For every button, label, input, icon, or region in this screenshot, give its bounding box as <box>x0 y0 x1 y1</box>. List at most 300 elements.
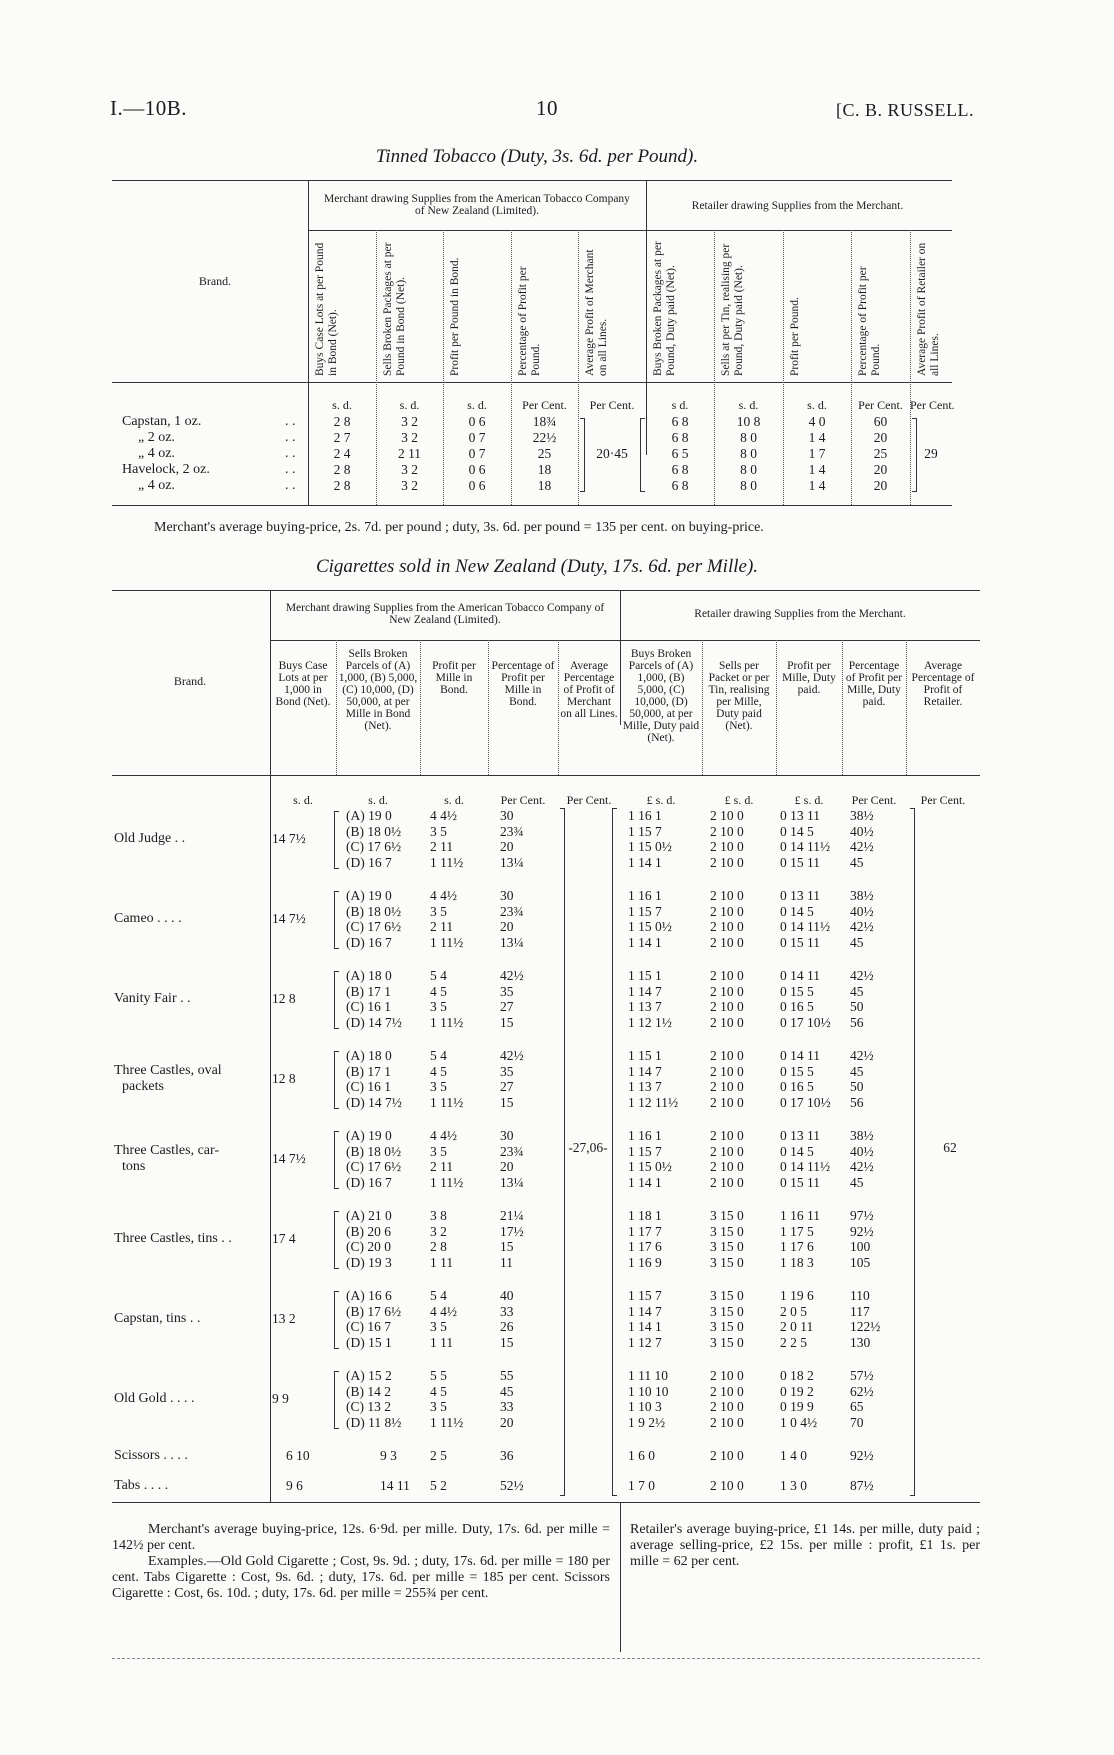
table2-retailer-profit: 0 13 11 <box>780 808 820 823</box>
table2-profit: 2 11 <box>430 839 454 854</box>
table2-profit: 1 11½ <box>430 1014 464 1030</box>
table2-col-divider <box>620 590 621 725</box>
table2-retailer-buy: 1 11 10 <box>628 1368 668 1383</box>
table2-retailer-percent: 100 <box>850 1239 871 1254</box>
table2-col-header: Sells per Packet or per Tin, realising per Mille, Duty paid (Net). <box>708 660 770 732</box>
table2-brand-header: Brand. <box>173 674 207 688</box>
table2-col-header: Sells Broken Parcels of (A) 1,000, (B) 5,000, (C) 10,000, (D) 50,000, at per Mille in Bond (Net). <box>338 648 418 732</box>
table2-retailer-percent: 42½ <box>850 839 874 854</box>
table2-retailer-profit: 0 15 5 <box>780 983 814 999</box>
table1-unit-label: s. d. <box>738 398 759 412</box>
table2-col-header: Percentage of Profit per Mille, Duty paid. <box>845 660 903 708</box>
table1-unit-label: Per Cent. <box>858 398 903 412</box>
table2-unit-label: Per Cent. <box>920 793 966 807</box>
table2-retailer-buy: 1 12 7 <box>628 1334 662 1350</box>
table1-unit-label: Per Cent. <box>522 398 567 412</box>
table2-group-brace <box>334 1131 339 1189</box>
table2-sell-broken: (A) 19 0 <box>346 1128 392 1143</box>
table2-profit: 1 11½ <box>430 934 464 950</box>
table1-cell: 2 8 <box>333 478 351 493</box>
table2-retailer-buy: 1 9 2½ <box>628 1414 666 1430</box>
table1-cell: 8 0 <box>740 478 757 493</box>
table2-sell-broken: (B) 18 0½ <box>346 1143 402 1159</box>
table2-percent: 45 <box>500 1383 514 1399</box>
table2-col-divider <box>488 640 489 775</box>
table2-retailer-sell: 2 10 0 <box>710 888 744 903</box>
table2-retailer-percent: 42½ <box>850 919 874 934</box>
table1-unit-label: s. d. <box>467 398 487 412</box>
table2-percent: 40 <box>500 1288 514 1303</box>
table2-col-divider <box>702 640 703 775</box>
table1-cell: 1 7 <box>808 446 826 461</box>
table2-retailer-sell: 2 10 0 <box>710 1014 744 1030</box>
table2-sell-broken: (B) 14 2 <box>346 1383 391 1399</box>
table2-col-header: Profit per Mille in Bond. <box>432 660 476 696</box>
table1-brand-header: Brand. <box>198 274 232 288</box>
table1-cell: 2 8 <box>333 414 351 429</box>
table2-retailer-profit: 2 2 5 <box>780 1334 807 1350</box>
table1-unit-label: Per Cent. <box>910 398 955 412</box>
table2-retailer-profit: 0 19 2 <box>780 1383 814 1399</box>
table2-col-header: Profit per Mille, Duty paid. <box>782 660 836 696</box>
table1-cell: 2 8 <box>333 462 351 477</box>
table2-col-header: Percentage of Profit per Mille in Bond. <box>491 660 555 708</box>
table2-sell-broken: (C) 16 7 <box>346 1319 391 1334</box>
table1-cell: 0 6 <box>468 414 486 429</box>
table2-retailer-buy: 1 15 1 <box>628 1048 662 1063</box>
table2-brand: Scissors . . . . <box>114 1448 188 1463</box>
table2-col-header: Buys Case Lots at per 1,000 in Bond (Net). <box>275 660 331 708</box>
table2-sell-broken: (C) 16 1 <box>346 999 391 1014</box>
table2-percent: 15 <box>500 1014 514 1030</box>
table2-col-divider <box>906 640 907 775</box>
table2-buy-case: 14 7½ <box>272 831 306 847</box>
table2-retailer-sell: 2 10 0 <box>710 1414 744 1430</box>
table2-percent: 26 <box>500 1319 514 1334</box>
table1-cell: 3 2 <box>401 478 418 493</box>
table2-retailer-profit: 0 14 11 <box>780 1048 820 1063</box>
table2-retailer-buy: 1 17 7 <box>628 1223 662 1239</box>
table2-sell-broken: (D) 16 7 <box>346 1174 392 1190</box>
table2-note-right: Retailer's average buying-price, £1 14s. per mille, duty paid ; average selling-price, £2 15s. per mille : profit, £1 1s. per mille = 62 per cent. <box>630 1522 980 1569</box>
table2-percent: 15 <box>500 1239 514 1254</box>
table2-retailer-sell: 2 10 0 <box>710 999 744 1014</box>
table2-retailer-buy: 1 16 1 <box>628 888 662 903</box>
table2-retailer-percent: 50 <box>850 999 864 1014</box>
table1-col-header: Buys Case Lots at per Pound in Bond (Net). <box>314 242 339 376</box>
table1-cell: 1 4 <box>808 430 826 445</box>
table1-brace <box>640 418 645 492</box>
table2-buy-case: 14 7½ <box>272 911 306 927</box>
table1-cell: 18 <box>537 478 552 493</box>
table1-cell: 3 2 <box>401 414 418 429</box>
table1-cell: 8 0 <box>740 430 757 445</box>
table2-brand: Old Judge . . <box>114 831 186 847</box>
table2-col-divider <box>558 640 559 775</box>
table2-profit: 5 4 <box>430 968 447 983</box>
table2-percent: 42½ <box>500 968 524 983</box>
table2-profit: 1 11 <box>430 1254 454 1270</box>
table2-avg-brace <box>910 808 915 1496</box>
table2-profit: 2 11 <box>430 1159 454 1174</box>
table2-sell-broken: (A) 15 2 <box>346 1368 392 1383</box>
table2-retailer-sell: 2 10 0 <box>710 1399 744 1414</box>
table2-retailer-buy: 1 15 0½ <box>628 919 672 934</box>
table2-profit: 3 5 <box>430 999 447 1014</box>
table2-percent: 13¼ <box>500 1174 524 1190</box>
table2-brand: Three Castles, car- <box>114 1143 220 1159</box>
table2-retailer-buy: 1 15 7 <box>628 1143 662 1159</box>
table1-col-header: Sells Broken Packages at per Pound in Bond (Net). <box>382 242 407 376</box>
table2-sell-broken: (B) 18 0½ <box>346 903 402 919</box>
table2-percent: 13¼ <box>500 934 524 950</box>
table2-percent: 52½ <box>500 1478 524 1493</box>
table2-percent: 21¼ <box>500 1208 524 1223</box>
table2-retailer-percent: 40½ <box>850 903 874 919</box>
table2-sell-broken: (A) 16 6 <box>346 1288 392 1303</box>
table2-percent: 15 <box>500 1094 514 1110</box>
table2-percent: 30 <box>500 888 514 903</box>
table2-retailer-percent: 97½ <box>850 1208 874 1223</box>
table2-col-header: Average Percentage of Profit of Retailer. <box>911 660 975 708</box>
table1-col-header: Percentage of Profit per Pound. <box>517 266 542 376</box>
merchant-average-note: Merchant's average buying-price, 12s. 6·9d. per mille. Duty, 17s. 6d. per mille = 142½ per cent. <box>112 1522 610 1553</box>
table2-retailer-profit: 1 19 6 <box>780 1288 814 1303</box>
table2-retailer-buy: 1 14 7 <box>628 983 662 999</box>
table2-retailer-percent: 45 <box>850 854 864 870</box>
table2-percent: 23¾ <box>500 1143 524 1159</box>
table2-sell-broken: (A) 19 0 <box>346 888 392 903</box>
table2-sell-broken: (D) 14 7½ <box>346 1014 402 1030</box>
table1-brand: „ 2 oz. <box>138 430 175 445</box>
table2-retailer-sell: 2 10 0 <box>710 968 744 983</box>
table2-retailer-sell: 3 15 0 <box>710 1288 744 1303</box>
table1-bottom-rule <box>112 505 952 506</box>
table2-percent: 20 <box>500 1159 514 1174</box>
table1-col-header: Sells at per Tin, realising per Pound, Duty paid (Net). <box>720 243 745 376</box>
table2-col-divider <box>420 640 421 775</box>
table2-retailer-buy: 1 6 0 <box>628 1448 655 1463</box>
table2-retailer-percent: 45 <box>850 1174 864 1190</box>
table1-unit-label: s. d. <box>807 398 827 412</box>
table1-cell: 6 8 <box>671 430 689 445</box>
table2-retailer-buy: 1 14 7 <box>628 1303 662 1319</box>
table2-note-left <box>112 1522 610 1602</box>
table2-retailer-percent: 62½ <box>850 1383 874 1399</box>
table2-retailer-sell: 2 10 0 <box>710 1448 744 1463</box>
table2-sell-broken: (C) 17 6½ <box>346 1159 402 1174</box>
table2-brand: Capstan, tins . . <box>114 1311 201 1327</box>
table2-retailer-profit: 0 15 11 <box>780 1174 820 1190</box>
table2-unit-label: s. d. <box>368 793 388 807</box>
table2-buy-case: 12 8 <box>272 1071 296 1087</box>
table1-leader-dots: . . <box>285 430 296 445</box>
table2-profit: 3 5 <box>430 1319 447 1334</box>
table2-retailer-sell: 2 10 0 <box>710 1478 744 1493</box>
table2-profit: 1 11½ <box>430 1174 464 1190</box>
table2-retailer-profit: 0 16 5 <box>780 1079 814 1094</box>
table2-percent: 30 <box>500 808 514 823</box>
table2-buy-case: 9 9 <box>272 1391 289 1407</box>
table2-sell-broken: (B) 17 1 <box>346 983 391 999</box>
table2-profit: 2 8 <box>430 1239 447 1254</box>
table2-buy-case: 9 6 <box>286 1478 303 1493</box>
table2-retailer-profit: 0 14 11½ <box>780 839 831 854</box>
table2-sell-broken: (C) 13 2 <box>346 1399 391 1414</box>
table2-retailer-percent: 92½ <box>850 1223 874 1239</box>
table2-retailer-profit: 1 16 11 <box>780 1208 820 1223</box>
table2-unit-label: £ s. d. <box>794 793 824 807</box>
table2-retailer-percent: 56 <box>850 1094 864 1110</box>
table1-cell: 18¾ <box>532 414 557 429</box>
table2-retailer-sell: 3 15 0 <box>710 1239 744 1254</box>
table2-retailer-sell: 2 10 0 <box>710 1143 744 1159</box>
table2-retailer-buy: 1 13 7 <box>628 999 662 1014</box>
table2-retailer-sell: 2 10 0 <box>710 1128 744 1143</box>
table1-title: Tinned Tobacco (Duty, 3s. 6d. per Pound). <box>375 146 699 167</box>
table1-avg-retailer: 29 <box>924 446 938 461</box>
table2-profit: 5 2 <box>430 1478 447 1493</box>
table2-profit: 4 5 <box>430 983 447 999</box>
table2-retailer-buy: 1 15 7 <box>628 903 662 919</box>
table2-profit: 1 11½ <box>430 1094 464 1110</box>
table2-retailer-buy: 1 15 1 <box>628 968 662 983</box>
table2-retailer-percent: 38½ <box>850 1128 874 1143</box>
table2-profit: 5 4 <box>430 1288 447 1303</box>
table1-group-retailer: Retailer drawing Supplies from the Merchant. <box>691 200 904 212</box>
table1-col-header: Profit per Pound. <box>789 297 801 376</box>
table2-percent: 20 <box>500 839 514 854</box>
table2-retailer-sell: 2 10 0 <box>710 839 744 854</box>
table2-retailer-percent: 50 <box>850 1079 864 1094</box>
table2-title: Cigarettes sold in New Zealand (Duty, 17s. 6d. per Mille). <box>315 556 759 577</box>
table1-cell: 1 4 <box>808 478 826 493</box>
table1-col-header: Average Profit of Merchant on all Lines. <box>584 249 609 376</box>
table2-retailer-profit: 0 14 5 <box>780 903 814 919</box>
table1-cell: 6 8 <box>671 462 689 477</box>
table1-brand: Havelock, 2 oz. <box>122 462 210 477</box>
table1-cell: 20 <box>873 462 888 477</box>
table2-retailer-buy: 1 10 10 <box>628 1383 669 1399</box>
table1-unit-label: Per Cent. <box>589 398 635 412</box>
table2-profit: 1 11 <box>430 1334 454 1350</box>
table2-profit: 3 5 <box>430 903 447 919</box>
table1-group-merchant: Merchant drawing Supplies from the American Tobacco Company of New Zealand (Limited). <box>324 193 630 217</box>
table2-retailer-percent: 38½ <box>850 888 874 903</box>
table2-avg-retailer: 62 <box>943 1140 957 1155</box>
table2-sell-broken: (B) 18 0½ <box>346 823 402 839</box>
table2-profit: 4 5 <box>430 1063 447 1079</box>
table2-retailer-sell: 3 15 0 <box>710 1254 744 1270</box>
table2-retailer-buy: 1 16 1 <box>628 808 662 823</box>
table2-retailer-sell: 2 10 0 <box>710 934 744 950</box>
table2-unit-label: Per Cent. <box>851 793 897 807</box>
table2-brand: Vanity Fair . . <box>114 991 191 1007</box>
table2-buy-case: 12 8 <box>272 991 296 1007</box>
table2-profit: 3 5 <box>430 823 447 839</box>
table2-unit-label: s. d. <box>293 793 313 807</box>
table2-retailer-sell: 2 10 0 <box>710 1094 744 1110</box>
table2-retailer-percent: 92½ <box>850 1448 874 1463</box>
table2-buy-case: 14 7½ <box>272 1151 306 1167</box>
table2-profit: 1 11½ <box>430 854 464 870</box>
table1-cell: 2 4 <box>333 446 351 461</box>
table2-group-brace <box>334 811 339 869</box>
table2-retailer-percent: 42½ <box>850 1048 874 1063</box>
table2-col-header: Buys Broken Parcels of (A) 1,000, (B) 5,000, (C) 10,000, (D) 50,000, at per Mille, Duty paid (Net). <box>622 648 700 744</box>
table2-percent: 13¼ <box>500 854 524 870</box>
table2-percent: 55 <box>500 1368 514 1383</box>
table2-group-brace <box>334 1051 339 1109</box>
table1-cell: 18 <box>537 462 552 477</box>
table2-brand-cont: packets <box>122 1079 164 1095</box>
table2-sell-broken: (C) 16 1 <box>346 1079 391 1094</box>
table2-retailer-profit: 0 19 9 <box>780 1399 814 1414</box>
table1-unit-label: s d. <box>671 398 689 412</box>
table2-percent: 20 <box>500 1414 514 1430</box>
table2-retailer-profit: 0 13 11 <box>780 888 820 903</box>
table2-sell-broken: (A) 19 0 <box>346 808 392 823</box>
table2-retailer-buy: 1 15 0½ <box>628 839 672 854</box>
table2-col-divider <box>336 640 337 775</box>
table2-retailer-sell: 3 15 0 <box>710 1303 744 1319</box>
table2-retailer-profit: 0 14 11 <box>780 968 820 983</box>
table1-leader-dots: . . <box>285 446 296 461</box>
table2-sell-broken: 9 3 <box>380 1448 397 1463</box>
table2-retailer-buy: 1 10 3 <box>628 1399 662 1414</box>
table2-unit-label: Per Cent. <box>500 793 546 807</box>
table2-retailer-sell: 2 10 0 <box>710 823 744 839</box>
table2-col-divider <box>842 640 843 775</box>
table2-profit: 2 11 <box>430 919 454 934</box>
table2-percent: 35 <box>500 983 514 999</box>
table2-unit-label: £ s. d. <box>646 793 676 807</box>
table1-leader-dots: . . <box>285 414 296 429</box>
table2-profit: 5 4 <box>430 1048 447 1063</box>
table2-retailer-buy: 1 15 0½ <box>628 1159 672 1174</box>
table2-profit: 4 4½ <box>430 808 457 823</box>
table2-retailer-profit: 1 17 6 <box>780 1239 814 1254</box>
table2-sell-broken: (D) 14 7½ <box>346 1094 402 1110</box>
table2-unit-label: £ s. d. <box>724 793 754 807</box>
table1-cell: 0 6 <box>468 478 486 493</box>
table2-retailer-percent: 122½ <box>850 1319 881 1334</box>
table2-sell-broken: (D) 16 7 <box>346 854 392 870</box>
report-reference: I.—10B. <box>110 96 187 120</box>
table1-leader-dots: . . <box>285 478 296 493</box>
table2-retailer-profit: 0 14 5 <box>780 1143 814 1159</box>
table2-percent: 33 <box>500 1303 514 1319</box>
table2-sell-broken: (D) 16 7 <box>346 934 392 950</box>
table1-cell: 8 0 <box>740 462 757 477</box>
table2-sell-broken: (D) 15 1 <box>346 1334 392 1350</box>
table2-brand: Cameo . . . . <box>114 911 182 927</box>
table2-retailer-buy: 1 14 1 <box>628 1319 662 1334</box>
table2-retailer-sell: 2 10 0 <box>710 1063 744 1079</box>
table2-percent: 17½ <box>500 1223 524 1239</box>
table2-buy-case: 13 2 <box>272 1311 296 1327</box>
table1-brand: „ 4 oz. <box>138 478 175 493</box>
table2-profit: 3 5 <box>430 1079 447 1094</box>
table2-brand: Three Castles, tins . . <box>114 1231 232 1247</box>
notes-divider <box>620 1502 621 1652</box>
table2-retailer-percent: 45 <box>850 1063 864 1079</box>
table1-cell: 25 <box>537 446 552 461</box>
table1-top-rule <box>112 180 952 181</box>
table2-retailer-sell: 3 15 0 <box>710 1223 744 1239</box>
table2-percent: 20 <box>500 919 514 934</box>
table1-cell: 6 5 <box>671 446 689 461</box>
table2-sell-broken: (B) 17 1 <box>346 1063 391 1079</box>
table2-retailer-percent: 57½ <box>850 1368 874 1383</box>
table2-buy-case: 6 10 <box>286 1448 310 1463</box>
table1-cell: 6 8 <box>671 414 689 429</box>
table2-retailer-buy: 1 16 1 <box>628 1128 662 1143</box>
table2-bottom-rule <box>112 1502 980 1503</box>
table2-retailer-profit: 0 17 10½ <box>780 1014 831 1030</box>
table2-percent: 15 <box>500 1334 514 1350</box>
table2-retailer-sell: 2 10 0 <box>710 919 744 934</box>
table2-percent: 23¾ <box>500 903 524 919</box>
table2-retailer-profit: 0 14 11½ <box>780 919 831 934</box>
table2-retailer-profit: 1 17 5 <box>780 1223 814 1239</box>
table2-sell-broken: 14 11 <box>380 1478 410 1493</box>
table2-unit-label: Per Cent. <box>566 793 612 807</box>
table2-retailer-sell: 2 10 0 <box>710 1368 744 1383</box>
table2-retailer-buy: 1 15 7 <box>628 1288 662 1303</box>
table2-retailer-sell: 2 10 0 <box>710 983 744 999</box>
table2-group-brace <box>334 971 339 1029</box>
table2-group-rule <box>270 640 980 641</box>
table2-retailer-profit: 0 16 5 <box>780 999 814 1014</box>
table2-retailer-buy: 1 13 7 <box>628 1079 662 1094</box>
author-reference: [C. B. RUSSELL. <box>835 100 974 120</box>
table1-cell: 3 2 <box>401 430 418 445</box>
table2-unit-label: s. d. <box>444 793 464 807</box>
table2-percent: 27 <box>500 1079 514 1094</box>
table2-sell-broken: (C) 20 0 <box>346 1239 391 1254</box>
table1-cell: 0 6 <box>468 462 486 477</box>
table2-profit: 3 8 <box>430 1208 447 1223</box>
table2-profit: 4 4½ <box>430 1303 457 1319</box>
table2-retailer-profit: 1 18 3 <box>780 1254 814 1270</box>
table2-retailer-sell: 2 10 0 <box>710 1174 744 1190</box>
table2-retailer-sell: 2 10 0 <box>710 1048 744 1063</box>
table2-sell-broken: (D) 11 8½ <box>346 1414 402 1430</box>
table2-retailer-percent: 45 <box>850 983 864 999</box>
table2-retailer-percent: 70 <box>850 1414 864 1430</box>
table2-percent: 23¾ <box>500 823 524 839</box>
table2-percent: 35 <box>500 1063 514 1079</box>
table1-cell: 20 <box>873 430 888 445</box>
table1-header-rule <box>112 382 952 383</box>
table2-group-brace <box>334 1211 339 1269</box>
page-number: 10 <box>536 96 558 120</box>
table2-profit: 5 5 <box>430 1368 447 1383</box>
table2-retailer-profit: 0 15 5 <box>780 1063 814 1079</box>
table2-col-divider <box>270 590 271 1502</box>
table2-retailer-sell: 2 10 0 <box>710 1079 744 1094</box>
table2-retailer-sell: 3 15 0 <box>710 1334 744 1350</box>
table2-profit: 2 5 <box>430 1448 447 1463</box>
table2-retailer-buy: 1 16 9 <box>628 1254 662 1270</box>
table1-cell: 0 7 <box>468 430 486 445</box>
table2-percent: 27 <box>500 999 514 1014</box>
table2-retailer-profit: 0 15 11 <box>780 934 820 950</box>
table2-sell-broken: (C) 17 6½ <box>346 919 402 934</box>
table2-retailer-percent: 110 <box>850 1288 870 1303</box>
table2-sell-broken: (B) 17 6½ <box>346 1303 402 1319</box>
